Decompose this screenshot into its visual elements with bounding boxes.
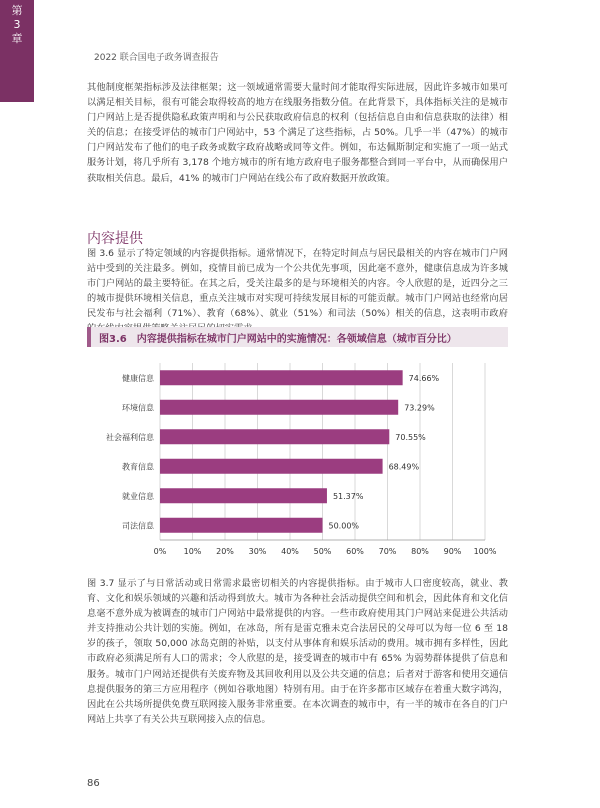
x-tick-label: 30% — [248, 547, 267, 556]
x-tick-label: 70% — [378, 547, 397, 556]
category-label: 教育信息 — [122, 462, 154, 472]
data-label: 50.00% — [328, 521, 360, 531]
category-label: 司法信息 — [122, 521, 154, 531]
data-label: 70.55% — [395, 432, 426, 442]
bar — [160, 518, 323, 533]
running-header: 2022 联合国电子政务调查报告 — [94, 53, 219, 63]
bar — [160, 400, 398, 415]
x-tick-label: 100% — [473, 547, 497, 556]
category-label: 就业信息 — [122, 491, 154, 501]
paragraph-legal-framework: 其他制度框架指标涉及法律框架；这一领域通常需要大量时间才能取得实际进展，因此许多城市如果可以满足相关目标，很有可能会取得较高的地方在线服务指数分值。在此背景下，具体指标关注的是城市门户网站上是否提供隐私政策声明和与公民获取政府信息的权利（包括信息自由和信息获取的法律）相关的信息；在接受评估的城市门户网站中，53 个满足了这些指标，占 50%。几乎一半（47%）的城市门户网站发布了他们的电子政务或数字政府战略或同等文件。例如，布达佩斯制定和实施了一项一站式服务计划，将几乎所有 3,178 个地方城市的所有地方政府电子服务都整合到同一平台中，从而确保用户获取相关信息。最后，41% 的城市门户网站在线公布了政府数据开放政策。 — [87, 82, 508, 184]
x-tick-label: 0% — [153, 547, 167, 556]
category-label: 社会福利信息 — [106, 432, 154, 442]
chapter-tab-line1: 第 — [11, 4, 23, 17]
category-label: 健康信息 — [122, 373, 154, 383]
bar — [160, 370, 403, 385]
x-tick-label: 40% — [281, 547, 299, 556]
data-label: 68.49% — [388, 462, 420, 472]
x-tick-label: 80% — [411, 547, 429, 556]
figure-caption-bar — [87, 327, 508, 347]
x-tick-label: 10% — [183, 547, 202, 556]
chapter-tab — [0, 0, 34, 102]
chapter-tab-line3: 章 — [11, 32, 23, 45]
data-label: 51.37% — [332, 491, 364, 501]
paragraph-content-provision: 图 3.6 显示了特定领域的内容提供指标。通常情况下，在特定时间点与居民最相关的内容在城市门户网站中受到的关注最多。例如，疫情目前已成为一个公共优先事项，因此毫不意外，健康信息成为许多城市门户网站的最主要特征。在其之后，受关注最多的是与环境相关的内容。令人欣慰的是，近四分之三的城市提供环境相关信息，重点关注城市对实现可持续发展目标的可能贡献。城市门户网站也经常向居民发布与社会福利（71%）、教育（68%）、就业（51%）和司法（50%）相关的信息，这表明市政府 — [87, 248, 508, 320]
bar — [160, 429, 389, 444]
bar — [160, 459, 383, 474]
paragraph-daily-activities: 图 3.7 显示了与日常活动或日常需求最密切相关的内容提供指标。由于城市人口密度较高，就业、教育、文化和娱乐领域的兴趣和活动得到放大。城市为各种社会活动提供空间和机会，因此体育和文化信息毫不意外成为被调查的城市门户网站中最常提供的内容。一些市政府使用其门户网站来促进公共活动并支持推动公共计划的实施。例如，在冰岛，所有是雷克雅未克合法居民的父母可以为每一位 6 至 18 岁的孩子，领取 50,000 冰岛克朗的补贴，以支付从事体育和娱乐活动的费用。城市拥有多样性，因此市政府必须满足所有人口的需求；令人欣慰的是，接受调查的城市中有 65% 为弱势群体提供了信息和服务。城市门户网站还提供有关废弃物及其回收利用以及公共交通的信息；后者对于游客和使用交通信息提供服务的第三方应用程序（例如谷歌地图）特别有用。由于在许多都市区域存在着重大数字鸿沟，因此在公共场所提供免费互联网接入服务非常重要。在本次调查的城市中，有一半的城市在各自的门户网站上共享了有关公共互联网接入点的信息。 — [87, 578, 508, 725]
x-tick-label: 90% — [443, 547, 462, 556]
x-tick-label: 50% — [313, 547, 332, 556]
section-title: 内容提供 — [87, 231, 143, 247]
bar — [160, 488, 327, 503]
bar-chart — [87, 355, 508, 570]
x-tick-label: 20% — [216, 547, 234, 556]
chapter-tab-line2: 3 — [13, 18, 21, 31]
figure-title: 图3.6 内容提供指标在城市门户网站中的实施情况：各领域信息（城市百分比） — [99, 334, 457, 345]
category-label: 环境信息 — [122, 403, 154, 413]
data-label: 74.66% — [408, 373, 440, 383]
page-number: 86 — [87, 778, 100, 789]
x-tick-label: 60% — [346, 547, 364, 556]
data-label: 73.29% — [404, 403, 435, 413]
